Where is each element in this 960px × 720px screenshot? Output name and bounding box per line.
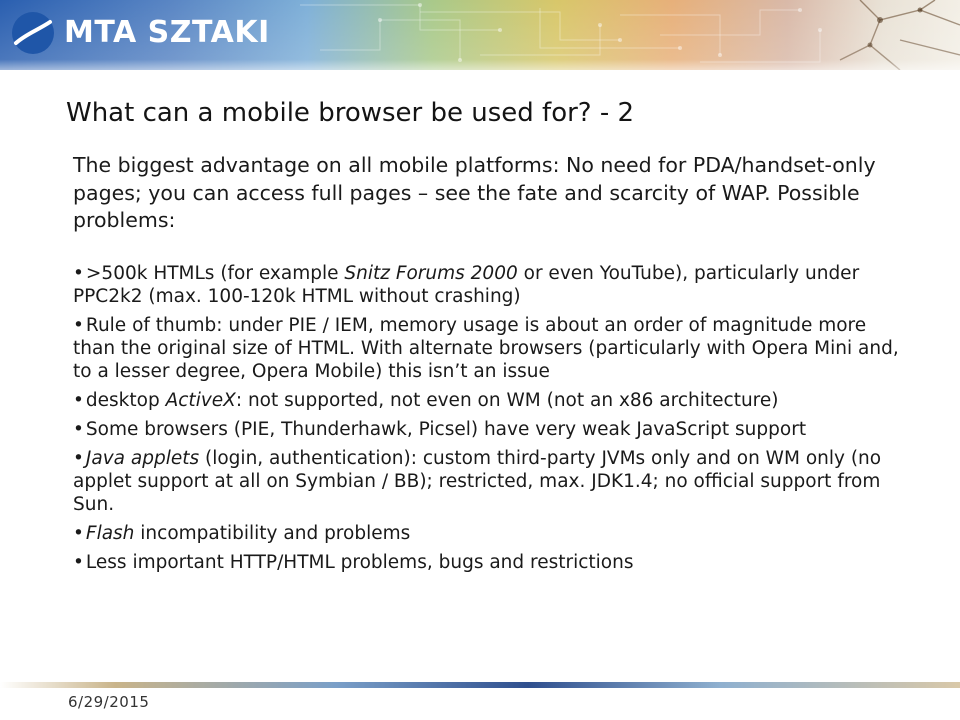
bullet-marker: • [73,263,84,284]
bullet-marker: • [73,523,84,544]
bullet-marker: • [73,448,84,469]
logo-wordmark: MTA SZTAKI [64,15,270,50]
list-item: • Rule of thumb: under PIE / IEM, memory usage is about an order of magnitude more than the original size of HTML. With alternate browsers (particularly with Opera Mini and, to a lesser degree, Opera Mobile) this isn’t an issue [73,315,899,382]
bullet-marker: • [73,552,84,573]
bullet-marker: • [73,390,84,411]
brand-logo[interactable] [10,10,270,56]
slide-date: 6/29/2015 [68,693,150,711]
list-item: • Flash incompatibility and problems [73,523,411,544]
footer-divider [0,682,960,688]
intro-paragraph: The biggest advantage on all mobile platforms: No need for PDA/handset-only pages; you can access full pages – see the fate and scarcity of WAP. Possible problems: [73,153,876,232]
list-item: • Some browsers (PIE, Thunderhawk, Picsel) have very weak JavaScript support [73,419,807,440]
header-banner [0,0,960,70]
bullet-marker: • [73,419,84,440]
list-item: • Java applets (login, authentication): custom third-party JVMs only and on WM only (no applet support at all on Symbian / BB); restricted, max. JDK1.4; no official support from Sun. [73,448,882,515]
problem-list [73,262,903,580]
list-item: • desktop ActiveX: not supported, not even on WM (not an x86 architecture) [73,390,779,411]
globe-icon [10,10,56,56]
slide-title: What can a mobile browser be used for? - 2 [66,98,635,128]
bullet-marker: • [73,315,84,336]
list-item: • Less important HTTP/HTML problems, bugs and restrictions [73,552,634,573]
list-item: • >500k HTMLs (for example Snitz Forums 2000 or even YouTube), particularly under PPC2k2 (max. 100-120k HTML without crashing) [73,263,860,307]
